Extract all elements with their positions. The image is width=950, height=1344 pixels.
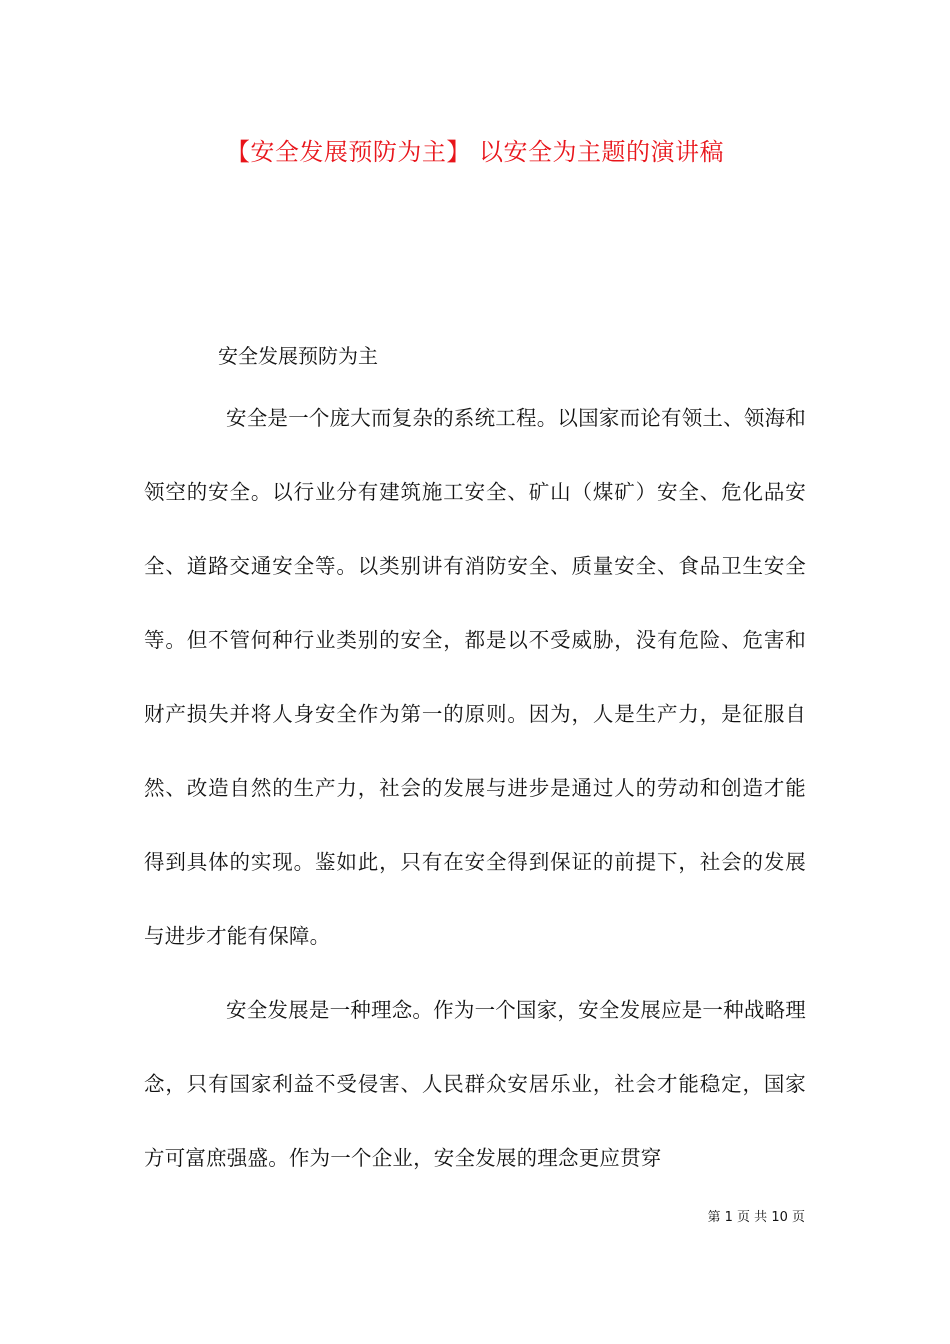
page-number-footer: 第 1 页 共 10 页 [707,1210,805,1225]
paragraph-1: 安全是一个庞大而复杂的系统工程。以国家而论有领土、领海和领空的安全。以行业分有建筑施工安全、矿山（煤矿）安全、危化品安全、道路交通安全等。以类别讲有消防安全、质量安全、食品卫生安全等。但不管何种行业类别的安全，都是以不受威胁，没有危险、危害和财产损失并将人身安全作为第一的原则。因为，人是生产力，是征服自然、改造自然的生产力，社会的发展与进步是通过人的劳动和创造才能得到具体的实现。鉴如此，只有在安全得到保证的前提下，社会的发展与进步才能有保障。 [144,406,806,948]
document-subtitle: 安全发展预防为主 [218,344,378,368]
paragraph-2: 安全发展是一种理念。作为一个国家，安全发展应是一种战略理念，只有国家利益不受侵害、人民群众安居乐业，社会才能稳定，国家方可富庶强盛。作为一个企业，安全发展的理念更应贯穿 [144,998,806,1170]
document-title: 【安全发展预防为主】 以安全为主题的演讲稿 [225,138,725,166]
